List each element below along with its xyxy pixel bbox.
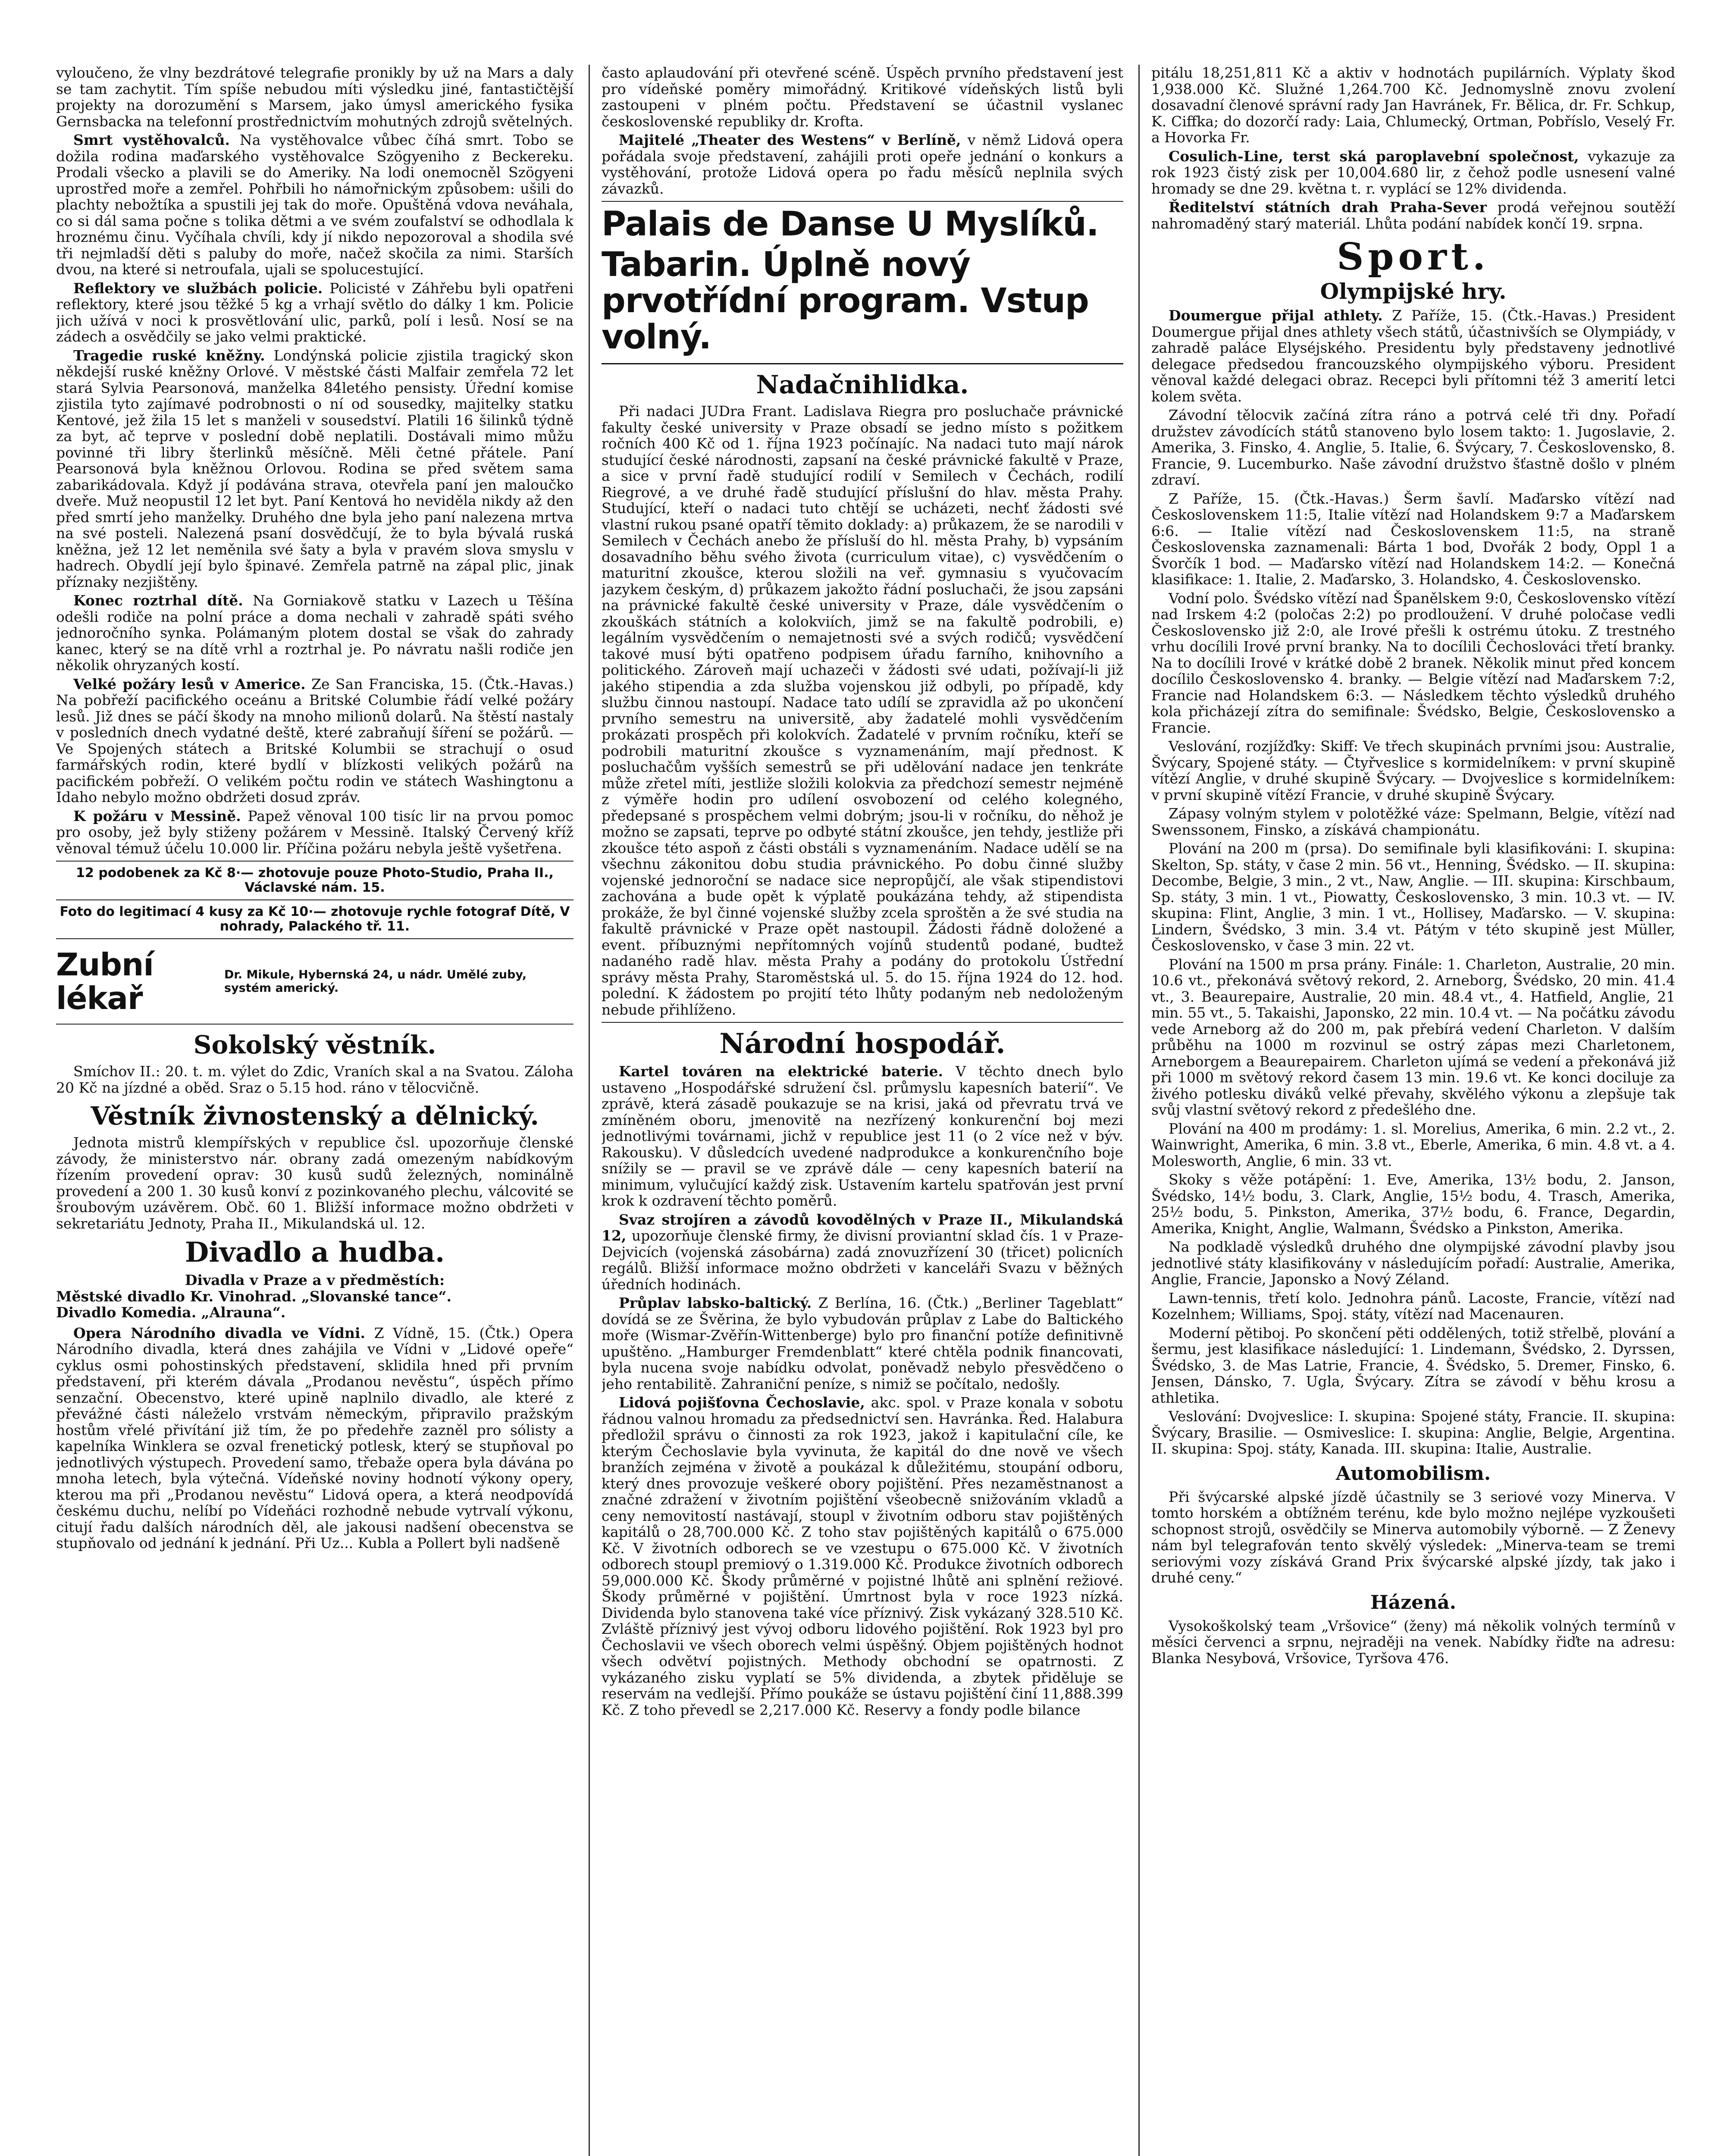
article-title: Průplav labsko-baltický. (619, 1294, 812, 1311)
article-zavodni: Závodní tělocvik začíná zítra ráno a potrvá celé tři dny. Pořadí družstev závodících států stanoveno bylo losem takto: 1. Jugoslavie, 2. Amerika, 3. Finsko, 4. Anglie, 5. Italie, 6. Švýcary, 7. Československo, 8. Francie, 9. Lucemburko. Naše závodní družstvo šťastně došlo v plném zdraví. (1151, 407, 1675, 488)
article-plovani200: Plování na 200 m (prsa). Do semifinale byli klasifikováni: I. skupina: Skelton, Sp. státy, v čase 2 min. 56 vt., Henning, Švédsko. — II. skupina: Decombe, Belgie, 3 min., 2 vt., Naw, Anglie. — III. skupina: Kirschbaum, Sp. státy, 3 min. 1 vt., Piowatty, Československo, 3 min. 10.3 vt. — IV. skupina: Flint, Anglie, 3 min. 1 vt., Hollisey, Maďarsko. — V. skupina: Lindern, Švédsko, 3 min. 3.4 vt. Pátým v této skupině jest Müller, Československo, v čase 3 min. 22 vt. (1151, 840, 1675, 954)
article-body: Londýnská policie zjistila tragický skon někdejší ruské kněžny Orlové. V městské části Malfair zemřela 72 let stará Sylvia Pearsonová, manželka 84letého pensisty. Úřední komise zjistila tyto zajímavé podrobnosti o ní od sousedky, majitelky statku Kentové, jež žila 15 let s manželi v sousedství. Platili 16 šilinků týdně za byt, ač teprve v poslední době neplatili. Dostávali mimo můžu povinné tři libry šterlinků měsíčně. Měli četné přátele. Paní Pearsonová byla kněžnou Orlovou. Rodina se před světem sama zabarikádovala. Když jí podávána strava, otevřela paní jen maloučko dveře. Muž neopustil 12 let byt. Paní Kentová ho neviděla nikdy až den před smrtí jeho manželky. Druhého dne byla jeho paní nalezena mrtva na své posteli. Nalezená psaní dosvědčují, že to byla bývalá ruská kněžna, jež 12 let neměnila své šaty a byla v pravém slova smyslu v hadrech. Obydlí její bylo špinavé. Zemřela patrně na zápal plic, jinak příznaky nezjištěny. (56, 347, 574, 590)
divider (56, 899, 574, 900)
article-hazena: Vysokoškolský team „Vršovice“ (ženy) má několik volných termínů v měsíci červenci a srpnu, nejraději na venek. Nabídky řiďte na adresu: Blanka Nesybová, Vršovice, Tyršova 476. (1151, 1617, 1675, 1667)
article-body: Z Vídně, 15. (Čtk.) Opera Národního divadla, která dnes zahájila ve Vídni v „Lidové opeře“ cyklus osmi pohostinských představení, sklidila hned při prvním představení, při kterém dávala „Prodanou nevěstu“, úspěch přímo senzační. Obecenstvo, které upině naplnilo divadlo, ale které z převážné části náleželo vrstvám německým, připravilo pražským hostům vřelé přivítání již tím, že po předehře zazněl pro sólisty a kapelníka Winklera se ozval frenetický potlesk, který se stupňoval po jednotlivých výstupech. Provedení samo, třebaže opera byla dávána po mnoha letech, byla výtečná. Vídeňské noviny hodnotí výkony opery, kterou ma při „Prodanou nevěstu“ Lidová opera, a která neodpovídá českému duchu, nelíbí po Vídeňáci rozhodně nebude vytrvalí výkonu, citují řadu dalších národních děl, ale jakousi nadšení obecenstva se stupňovalo od jednání k jednání. Při Uz... Kubla a Pollert byli nadšeně (56, 1324, 574, 1551)
article-title: Smrt vystěhovalců. (73, 132, 230, 148)
article-title: Lidová pojišťovna Čechoslavie, (619, 1394, 865, 1411)
ad-palais-line2: Tabarin. Úplně nový prvotřídní program. Vstup volný. (602, 245, 1089, 357)
article-body: Na Gorniakově statku v Lazech u Těšína odešli rodiče na polní práce a doma nechali v zahradě spáti svého jednoročního synka. Polámaným plotem dostal se však do zahrady kanec, který se na dítě vrhl a roztrhal je. Po návratu našli rodiče jen několik ohryzaných kostí. (56, 592, 574, 674)
section-heading-narodni: Národní hospodář. (719, 1028, 1006, 1060)
ad-foto: Foto do legitimací 4 kusy za Kč 10·— zhotovuje rychle fotograf Dítě, V nohrady, Palackého tř. 11. (60, 904, 570, 934)
article-nadace: Při nadaci JUDra Frant. Ladislava Riegra pro posluchače právnické fakulty české university v Praze obsadí se jedno místo s požitkem ročních 400 Kč od 1. října 1923 počínajíc. Na nadaci tuto mají nárok studující české národnosti, zapsaní na české právnické fakultě v Praze, a sice v první řadě studující rodilí v Semilech v Čechách, rodilí Riegrové, a ve druhé řadě studující příslušní do hlav. města Prahy. Studující, kteří o nadaci tuto chtějí se ucházeti, nechť žádosti své vlastní rukou psané opatří těmito doklady: a) průkazem, že se narodili v Semilech v Čechách anebo že přísluší do hl. města Prahy, b) vypsáním dosavadního běhu svého života (curriculum vitae), c) vysvědčením o maturitní zkoušce, kterou složili na veř. gymnasiu s vyučovacím jazykem českým, d) průkazem jakožto řádní posluchači, že jsou zapsáni na právnické fakultě české university v Praze, dále vysvědčením o zkouškách státních a kolokviích, jimž se na fakultě podrobili, e) legálním vysvědčením o nemajetnosti své a svých rodičů; vysvědčení takové musí býti opatřeno podpisem úřadu farního, knihovního a politického. Zároveň mají uchazeči v žádosti své udati, požívají-li již jakého stipendia a zda služba vojenskou již odbyli, po případě, kdy službu činnou nastoupí. Nadace tato udílí se zpravidla až po ukončení prvního semestru na universitě, aby žadatelé mohli vysvědčením prokázati prospěch při kolokvích. Žadatelé v prvním ročníku, kteří se podrobili maturitní zkoušce s vyznamenáním, mají přednost. K posluchačům vyšších semestrů se při udělování nadace jen tenkráte může zřetel míti, jestliže složili kolokvia za předchozí semestr nejméně z výměře hodin pro udílení osvobození od celého kolegného, předepsané s prospěchem velmi dobrým; jsou-li v ročníku, do něhož je možno se zapsati, teprve po odbyté státní zkoušce, jen tehdy, jestliže při zkoušce této aspoň z části obstáli s vyznamenáním. Nadace udělí se na všechnu zákonitou dobu studia právnického. Po dobu činné služby vojenské jednoroční se nadace sice nepropůjčí, ale však stipendistovi zachována a bude opět k výplatě poukázána tehdy, až stipendista prokáže, že byl činné vojenské služby zcela sproštěn a že své studia na fakultě právnické v Praze opět nastoupil. Žádosti řádně doložené a event. příbuznými nepřítomných vojínů studentů podané, budtež nadaného radě hlav. města Prahy a podány do protokolu Ústřední správy města Prahy, Staroměstská ul. 5. do 15. října 1924 do 12. hod. polední. K žádostem po projití této lhůty podaným neb nedoloženým nebude přihlíženo. (602, 403, 1123, 1018)
article-opera (56, 1325, 574, 1551)
article-body: vykazuje za rok 1923 čistý zisk per 10,004.680 lir, z čehož podle usnesení valné hromady se dne 29. května t. r. vyplácí se 12% dividenda. (1151, 147, 1675, 197)
article-body: akc. spol. v Praze konala v sobotu řádnou valnou hromadu za předsednictví sen. Havránka. Řed. Halabura předložil správu o činnosti za rok 1923, jakož i kapitulační cíle, ke kterým Čechoslavie byla vyvinuta, že kapitál do dne nově ve všech branžích zejména v životě a poukázal k důležitému, stoupání odboru, který dnes provozuje veškeré obory pojištění. Přes nezaměstnanost a značné zdražení v životním pojištění všeobecně snižováním vkladů a ceny nemovitostí nastávají, stoupl v životním odboru stav pojištěných kapitálů o 28,700.000 Kč. Z toho stav pojištěných kapitálů o 675.000 Kč. V životních odborech se ve vzestupu o 675.000 Kč. V životních odborech stoupl premiový o 1.319.000 Kč. Produkce životních odborech 59,000.000 Kč. Škody průměrné v pojistné lhůtě ani splnění režiové. Škody průměrné v pojištění. Úmrtnost byla v roce 1923 nízká. Dividenda bylo stanovena také více příznivý. Zisk vykázaný 328.510 Kč. Zvláště příznivý jest vývoj odboru lidového pojištění. Rok 1923 byl pro Čechoslavii ve všech oborech velmi úspěšný. Objem pojištěných hodnot všech odvětví pojistných. Methody obchodní se opatrnosti. Z vykázaného zisku vyplatí se 5% dividenda, a zbytek přiděluje se reservám na vedlejší. Přímo poukáže se ústavu pojištění činí 11,888.399 Kč. Z toho převedl se 2,217.000 Kč. Reservy a fondy podle bilance (602, 1394, 1123, 1718)
article-title: Svaz strojíren a závodů kovodělných v Praze II., Mikulandská 12, (602, 1211, 1123, 1244)
article-title: Velké požáry lesů v Americe. (73, 675, 306, 693)
newspaper-page (56, 52, 1677, 2156)
ad-palais (602, 206, 1123, 364)
article-kartel (602, 1063, 1123, 1209)
article-veslovani2: Veslování: Dvojveslice: I. skupina: Spojené státy, Francie. II. skupina: Švýcary, Brasilie. — Osmiveslice: I. skupina: Anglie, Belgie, Argentina. II. skupina: Spoj. státy, Kanada. III. skupina: Italie, Australie. (1151, 1408, 1675, 1457)
article-auto: Při švýcarské alpské jízdě účastnily se 3 seriové vozy Minerva. V tomto horském a obtížném terénu, kde bylo možno nejlépe vyzkoušeti schopnost strojů, osvědčily se Minerva automobily výborně. — Z Ženevy nám byl telegrafován tento skvělý výsledek: „Minerva-team se tremi seriovými vozy získává Grand Prix švýcarské alpské jízdy, tak jako i druhé ceny.“ (1151, 1488, 1675, 1586)
column-rule (589, 65, 590, 2156)
article-title: Tragedie ruské kněžny. (73, 347, 265, 364)
article-cosulich (1151, 148, 1675, 197)
article-body: Na vystěhovalce vůbec číhá smrt. Tobo se dožila rodina maďarského vystěhovalce Szögyeniho z Beckereku. Prodali všecko a plavili se do Ameriky. Na lodi onemocněl Szögyeni uprostřed moře a zemřel. Pohřbili ho námořnickým způsobem: ušili do plachty nebožtíka a spustili jej tak do moře. Opuštěná vdova neváhala, co si dál sama počne s tolika dětmi a ve svém zoufalství se odhodlala k hroznému činu. Vyčíhala chvíli, kdy jí nikdo nepozoroval a shodila své tři nejmladší děti s paluby do moře, načež skočila za nimi. Starších dvou, na které si netroufala, ujali se spolucestující. (56, 132, 574, 278)
column-3 (1151, 65, 1675, 2156)
article-plovani1500: Plování na 1500 m prsa prány. Finále: 1. Charleton, Australie, 20 min. 10.6 vt., překonává světový rekord, 2. Arneborg, Švédsko, 20 min. 41.4 vt., 3. Beaurepaire, Australie, 20 min. 48.4 vt., 4. Hatfield, Anglie, 21 min. 55 vt., 5. Takaishi, Japonsko, 22 min. 10.4 vt. — Na počátku závodu vede Arneborg až do 200 m, pak přebírá vedení Charleton. V dalším průběhu na 1000 m rozvinul se ostrý zápas mezi Charletonem, Arneborgem a Beaurepairem. Charleton ujímá se vedení a překonává již při 1000 m světový rekord časem 13 min. 19.6 vt. Ke konci dociluje za živého potlesku diváků velké převahy, skvělého výkonu a zlepšuje tak svůj vlastní světový rekord z předešlého dne. (1151, 956, 1675, 1118)
ad-palais-line1: Palais de Danse U Myslíků. (602, 205, 1099, 244)
article-title: Kartel továren na elektrické baterie. (619, 1063, 943, 1080)
article-pozary (56, 676, 574, 805)
divider (602, 1022, 1123, 1023)
article-title: Konec roztrhal dítě. (73, 592, 243, 609)
section-subheading-olympic: Olympijské hry. (1320, 279, 1507, 304)
ad-zubni-detail: Dr. Mikule, Hybernská 24, u nádr. Umělé zuby, systém americký. (224, 968, 527, 995)
section-heading-sokol: Sokolský věstník. (193, 1030, 436, 1059)
article-zapasy: Zápasy volným stylem v polotěžké váze: Spelmann, Belgie, vítězí nad Swenssonem, Finsko, a získává championátu. (1151, 805, 1675, 838)
article-theater (602, 132, 1123, 197)
section-heading-vestnik: Věstník živnostenský a dělnický. (91, 1101, 539, 1131)
article-lidova (602, 1395, 1123, 1718)
divadlo-listing: Divadlo Komedia. „Alrauna“. (56, 1304, 286, 1321)
article-reditelstvi (1151, 199, 1675, 232)
article-lidova-cont: pitálu 18,251,811 Kč a aktiv v hodnotách pupilárních. Výplaty škod 1,938.000 Kč. Služné 1,264.700 Kč. Jednomyslně znovu zvolení dosavadní členové správní rady Jan Havránek, Fr. Bělica, dr. Fr. Schkup, K. Ciffka; do dozorčí rady: Laia, Chlumecký, Ortman, Pobříslo, Veselý Fr. a Hovorka Fr. (1151, 65, 1675, 146)
article-vodni: Vodní polo. Švédsko vítězí nad Španělskem 9:0, Československo vítězí nad Irskem 4:2 (poločas 2:2) po prodloužení. V druhé poločase vedli Československo již 2:0, ale Irové přešli k ostrému útoku. Z trestného vrhu docílili Irové první branky. Na to docílili Čechoslováci třetí branky. Na to docílili Irové v krátké době 2 branek. Několik minut před koncem docílilo Československo 4. branky. — Belgie vítězí nad Maďarskem 7:2, Francie nad Holandskem 6:3. — Následkem těchto výsledků druhého kola přicházejí zítra do semifinale: Švédsko, Belgie, Československo a Francie. (1151, 589, 1675, 736)
article-title: Cosulich-Line, terst ská paroplavební společnost, (1169, 147, 1579, 165)
article-title: K požáru v Messině. (73, 807, 241, 824)
divider (56, 861, 574, 862)
article-reflektory (56, 280, 574, 345)
ad-podobenek: 12 podobenek za Kč 8·— zhotovuje pouze Photo-Studio, Praha II., Václavské nám. 15. (76, 865, 554, 895)
section-heading-nadacni: Nadačnihlidka. (756, 370, 969, 399)
article-opera-cont: často aplaudování při otevřené scéně. Úspěch prvního představení jest pro vídeňské poměry mimořádný. Kritikové vídeňských listů byli zastoupeni v plném počtu. Představení se účastnil vyslanec československé republiky dr. Krofta. (602, 65, 1123, 130)
article-title: Reflektory ve službách policie. (73, 279, 323, 297)
article-body: V těchto dnech bylo ustaveno „Hospodářské sdružení čsl. průmyslu kapesních baterií“. Ve zprávě, která zásadě poukazuje se na krisi, jaká od převratu trvá ve zmíněném oboru, jmenovitě na nezřízený konkurenční boj mezi jednotlivými továrnami, jichž v republice jest 11 (o 2 více než v býv. Rakousku). V důsledcích uvedené nadprodukce a konkurenčního boje snížily se — pravil se ve zprávě dále — ceny kapesních baterií na minimum, vylučující každý zisk. Ustavením kartelu spatřován jest první krok k ozdravení těchto poměrů. (602, 1063, 1123, 1209)
article-doumergue (1151, 307, 1675, 404)
divadla-title: Divadla v Praze a v předměstích: (185, 1272, 445, 1288)
section-heading-automobilism: Automobilism. (1335, 1462, 1491, 1485)
ad-zubni (56, 943, 574, 1019)
divider (56, 1024, 574, 1025)
article-plovani400: Plování na 400 m prodámy: 1. sl. Morelius, Amerika, 6 min. 2.2 vt., 2. Wainwright, Amerika, 6 min. 3.8 vt., Eberle, Amerika, 6 min. 4.8 vt. a 4. Molesworth, Anglie, 6 min. 33 vt. (1151, 1120, 1675, 1169)
article-title: Opera Národního divadla ve Vídni. (73, 1324, 365, 1341)
article-body: Z Berlína, 16. (Čtk.) „Berliner Tageblatt“ dovídá se ze Švěrina, že bylo vybudován průplav z Labe do Baltického moře (Wismar-Zvěřín-Wittenberge) bylo pro finanční potíže definitivně upuštěno. „Hamburger Fremdenblatt“ které chtěla podnik financovati, byla nucena svoje nabídku odvolat, poněvadž nebylo přesvědčeno o jeho rentabilitě. Zahraniční peníze, s nimiž se počítalo, nedošly. (602, 1294, 1123, 1392)
article-pruplav (602, 1295, 1123, 1392)
column-1 (56, 65, 574, 2156)
article-tragedie (56, 348, 574, 590)
article-messina (56, 808, 574, 857)
article-visiony: vyloučeno, že vlny bezdrátové telegrafie pronikly by už na Mars a daly se tam zachytit. Tím spíše nebudou míti výsledku jiné, fantastičtější projekty na dorozumění s Marsem, jako úmysl amerického fysika Gernsbacka na telefonní prostřednictvím mohutných zdrojů světelných. (56, 65, 574, 130)
article-body: upozorňuje členské firmy, že divisní proviantní sklad čís. 1 v Praze-Dejvicích (vojenská zásobárna) zadá znovuzřízení 30 (třicet) policních regálů. Bližší informace možno obdržeti v kanceláři Svazu v běžných úředních hodinách. (602, 1227, 1123, 1293)
article-sokol: Smíchov II.: 20. t. m. výlet do Zdic, Vraních skal a na Svatou. Záloha 20 Kč na jízdné a oběd. Sraz o 5.15 hod. ráno v tělocvičně. (56, 1063, 574, 1096)
article-vysledky: Na podkladě výsledků druhého dne olympijské závodní plavby jsou jednotlivé státy klasifikovány v následujícím pořadí: Australie, Amerika, Anglie, Francie, Japonsko a Nový Zéland. (1151, 1238, 1675, 1288)
article-petiboj: Moderní pětiboj. Po skončení pěti oddělených, totiž střelbě, plování a šermu, jest klasifikace následující: 1. Lindemann, Švédsko, 2. Dyrssen, Švédsko, 3. de Mas Latrie, Francie, 4. Švédsko, 5. Dremer, Finsko, 6. Jensen, Dánsko, 7. Ugla, Švýcary. Zítra se závodí v běhu krosu a athletika. (1151, 1324, 1675, 1406)
article-body: Papež věnoval 100 tisíc lir na prvou pomoc pro osoby, jež byly stiženy požárem v Messině. Italský Červený kříž věnoval témuž účelu 10.000 lir. Příčina požáru nebyla ještě vyšetřena. (56, 807, 574, 857)
column-rule (1138, 65, 1140, 2156)
divider (56, 938, 574, 939)
article-title: Doumergue přijal athlety. (1169, 307, 1383, 324)
article-svaz (602, 1212, 1123, 1293)
article-lawn: Lawn-tennis, třetí kolo. Jednohra pánů. Lacoste, Francie, vítězí nad Kozelnhem; Williams, Spoj. státy, vítězí nad Macenauren. (1151, 1289, 1675, 1322)
divadlo-listing: Městské divadlo Kr. Vinohrad. „Slovanské tance“. (56, 1288, 451, 1305)
article-veslovani: Veslování, rozjížďky: Skiff: Ve třech skupinách prvními jsou: Australie, Švýcary, Spojené státy. — Čtyřveslice s kormidelníkem: v první skupině vítězí Anglie, v druhé skupině Švýcary. — Dvojveslice s kormidelníkem: v první skupině vítězí Francie, v druhé skupině Švýcary. (1151, 738, 1675, 803)
article-title: Ředitelství státních drah Praha-Sever (1169, 199, 1487, 216)
article-title: Majitelé „Theater des Westens“ v Berlíně, (619, 132, 961, 148)
article-body: Policisté v Záhřebu byli opatřeni reflektory, které jsou těžké 5 kg a vrhají světlo do dálky 1 km. Policie jich užívá v noci k prosvětlování ulic, parků, polí i lesů. Nosí se na zádech a osvědčily se jako velmi praktické. (56, 279, 574, 345)
column-2 (602, 65, 1123, 2156)
article-body: prodá veřejnou soutěží nahromaděný starý materiál. Lhůta podání nabídek končí 19. srpna. (1151, 199, 1675, 232)
section-heading-sport: Sport. (1337, 235, 1490, 279)
article-vestnik: Jednota mistrů klempířských v republice čsl. upozorňuje členské závody, že ministerstvo nár. obrany zadá omezeným nabídkovým řízením provedení oprav: 30 kusů sudů železných, nominálně provedení a 200 1. 30 kusů konví z pozinkovaného plechu, válcovité se šroubovým uzávěrem. Obč. 60 1. Bližší informace možno obdržeti v sekretariátu Jednoty, Praha II., Mikulandská ul. 12. (56, 1134, 574, 1232)
article-smrt (56, 132, 574, 278)
divider (602, 201, 1123, 202)
article-pariz: Z Paříže, 15. (Čtk.-Havas.) Šerm šavlí. Maďarsko vítězí nad Československem 11:5, Italie vítězí nad Holandskem 9:7 a Maďarskem 6:6. — Italie vítězí nad Československem 11:5, na straně Československa zaznamenali: Bárta 1 bod, Dvořák 2 body, Oppl 1 a Švorčík 1 bod. — Maďarsko vítězí nad Holandskem 14:2. — Konečná klasifikace: 1. Italie, 2. Maďarsko, 3. Holandsko, 4. Československo. (1151, 490, 1675, 588)
article-konec (56, 592, 574, 674)
article-body: Ze San Franciska, 15. (Čtk.-Havas.) Na pobřeží pacifického oceánu a Britské Columbie řádí velké požáry lesů. Již dnes se páčí škody na mnoho milionů dolarů. Na štěstí nastaly v posledních dnech vydatné deště, které zabraňují šíření se požárů. — Ve Spojených státech a Britské Kolumbii se strachují o osud farmářských rodin, které bydlí v blízkosti velikých požárů na pacifickém pobřeží. O velikém počtu rodin ve státech Washingtonu a Idaho nebylo možno obdržeti dosud zpráv. (56, 675, 574, 805)
article-body: Z Paříže, 15. (Čtk.-Havas.) President Doumergue přijal dnes athlety všech států, účastnivších se Olympiády, v zahradě paláce Elyséjského. Presidentu byly představeny jednotlivé delegace předsedou francouzského olympijského výboru. President věnoval každé delegaci obraz. Recepci byli přítomni též 3 amerití letci kolem světa. (1151, 307, 1675, 405)
ad-zubni-title: Zubní lékař (56, 946, 154, 1016)
section-heading-hazena: Házená. (1370, 1591, 1456, 1614)
section-heading-divadlo: Divadlo a hudba. (185, 1236, 445, 1269)
article-body: v němž Lidová opera pořádala svoje představení, zahájili proti opeře jednání o konkurs a vystěhování, protože Lidová opera po řadu měsíců neplnila svých závazků. (602, 132, 1123, 197)
article-skoky: Skoky s věže potápění: 1. Eve, Amerika, 13½ bodu, 2. Janson, Švédsko, 14½ bodu, 3. Clark, Anglie, 15½ bodu, 4. Trasch, Amerika, 25½ bodu, 5. Pinkston, Amerika, 37½ bodu, 6. France, Degardin, Amerika, Knight, Anglie, Walmann, Švédsko a Pinkston, Amerika. (1151, 1171, 1675, 1237)
